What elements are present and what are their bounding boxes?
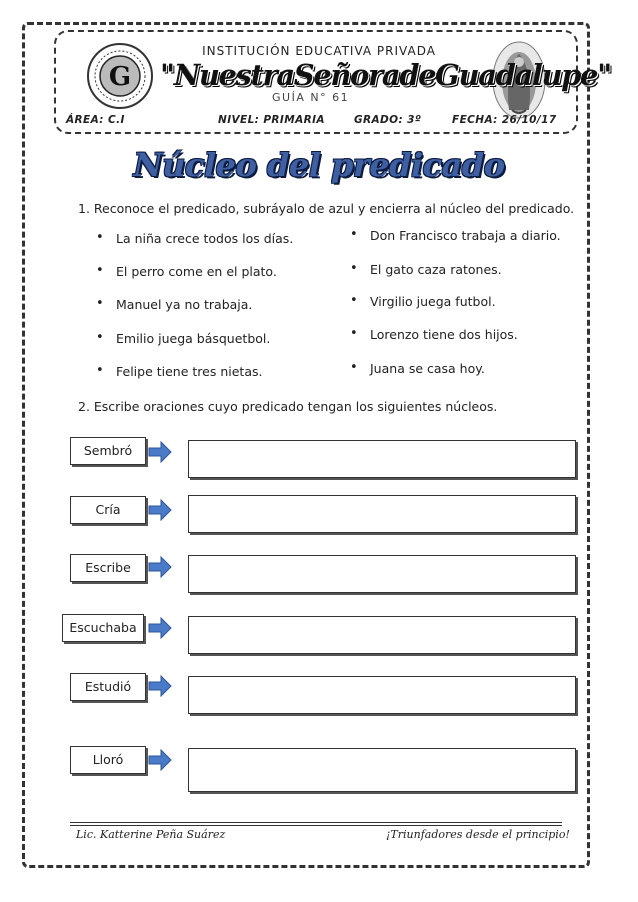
answer-box[interactable]	[188, 440, 576, 478]
area-label: ÁREA: C.I	[66, 114, 125, 126]
arrow-right-icon	[148, 441, 172, 463]
sentence-item: • La niña crece todos los días.	[116, 231, 293, 246]
arrow-right-icon	[148, 499, 172, 521]
grade-label: GRADO: 3º	[354, 114, 422, 126]
instruction-2: 2. Escribe oraciones cuyo predicado tengan los siguientes núcleos.	[78, 399, 498, 414]
answer-box[interactable]	[188, 676, 576, 714]
arrow-right-icon	[148, 749, 172, 771]
nucleus-label: Lloró	[70, 746, 146, 774]
arrow-right-icon	[148, 556, 172, 578]
nucleus-label: Cría	[70, 496, 146, 524]
sentence-item: • Manuel ya no trabaja.	[116, 297, 252, 312]
nucleus-label: Escuchaba	[62, 614, 144, 642]
institution-label: INSTITUCIÓN EDUCATIVA PRIVADA	[202, 44, 436, 58]
nucleus-label: Escribe	[70, 554, 146, 582]
motto: ¡Triunfadores desde el principio!	[386, 828, 570, 841]
footer-divider	[70, 825, 562, 826]
sentence-item: • El perro come en el plato.	[116, 264, 277, 279]
answer-box[interactable]	[188, 495, 576, 533]
answer-box[interactable]	[188, 748, 576, 792]
school-name: "NuestraSeñoradeGuadalupe"	[160, 58, 611, 92]
sentence-item: • Juana se casa hoy.	[370, 361, 485, 376]
sentence-item: • Lorenzo tiene dos hijos.	[370, 327, 518, 342]
seal-letter: G	[108, 62, 132, 92]
answer-box[interactable]	[188, 616, 576, 654]
sentence-item: • Emilio juega básquetbol.	[116, 331, 270, 346]
nucleus-label: Sembró	[70, 437, 146, 465]
footer-divider	[70, 822, 562, 823]
level-label: NIVEL: PRIMARIA	[218, 114, 325, 126]
sentence-item: • Don Francisco trabaja a diario.	[370, 228, 561, 243]
arrow-right-icon	[148, 675, 172, 697]
date-label: FECHA: 26/10/17	[452, 114, 557, 126]
answer-box[interactable]	[188, 555, 576, 593]
sentence-item: • Felipe tiene tres nietas.	[116, 364, 262, 379]
arrow-right-icon	[148, 617, 172, 639]
teacher-name: Lic. Katterine Peña Suárez	[76, 828, 226, 841]
nucleus-label: Estudió	[70, 673, 146, 701]
sentence-item: • Virgilio juega futbol.	[370, 294, 496, 309]
page-title: Núcleo del predicado	[133, 146, 505, 184]
guide-number: GUÍA N° 61	[272, 91, 350, 104]
instruction-1: 1. Reconoce el predicado, subráyalo de azul y encierra al núcleo del predicado.	[78, 201, 575, 216]
sentence-item: • El gato caza ratones.	[370, 262, 502, 277]
